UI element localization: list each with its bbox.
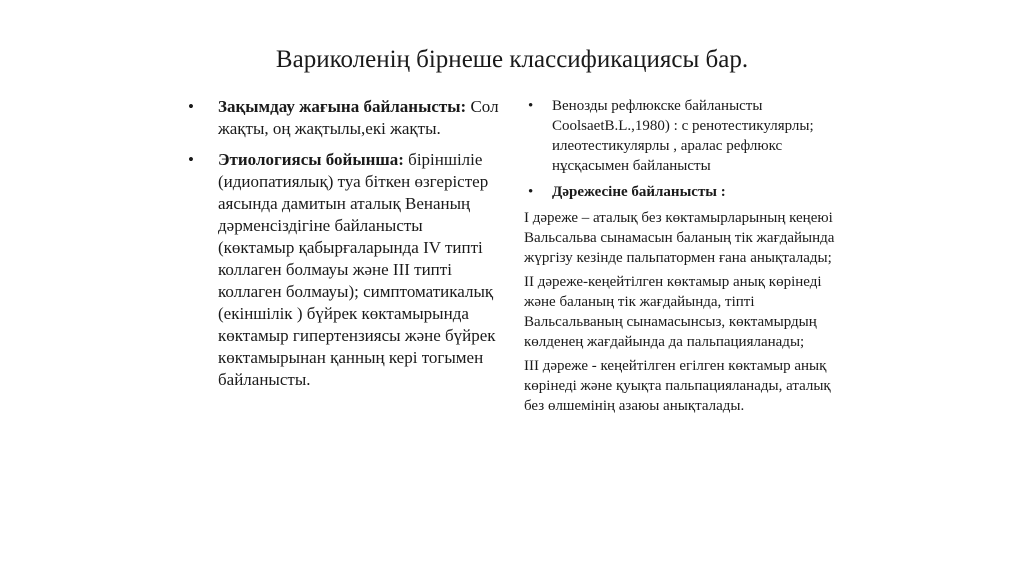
right-bullet-list: [524, 96, 854, 202]
bullet-item-etiology: [184, 149, 502, 391]
bullet-item-degree-heading: [524, 182, 854, 202]
bullet-heading-side: Зақымдау жағына байланысты:: [218, 97, 467, 116]
slide-title: Вариколенің бірнеше классификациясы бар.: [275, 46, 749, 73]
degree-3-text: III дәреже - кеңейтілген егілген көктамыр анық көрінеді және қуықта пальпацияланады, аталық без өлшемінің азаюы анықталады.: [524, 358, 831, 414]
bullet-text-side: Сол жақты, оң жақтылы,екі жақты.: [218, 97, 499, 138]
degree-heading: Дәрежесіне байланысты :: [552, 184, 726, 200]
bullet-text-etiology: біріншіліе (идиопатиялық) туа біткен өзгерістер аясында дамитын аталық Венаның дәрменсіздігіне байланысты (көктамыр қабырғаларында IV типті коллаген болмауы және III типті коллаген болмауы); симптоматикалық (екіншілік ) бүйрек көктамырында көктамыр гипертензиясы және бүйрек көктамырынан қанның кері тогымен байланысты.: [218, 150, 496, 389]
left-bullet-list: [184, 96, 502, 391]
degree-2-text: ІІ дәреже-кеңейтілген көктамыр анық көрінеді және баланың тік жағдайында, тіпті Вальсальваның сынамасынсыз, көктамырдың көлденең жағдайында да пальпацияланады;: [524, 274, 822, 350]
right-column: [524, 96, 854, 420]
bullet-icon: •: [528, 98, 534, 114]
bullet-text-reflux: Венозды рефлюкске байланысты CoolsaetB.L.,1980) : с ренотестикулярлы; илеотестикулярлы , аралас рефлюкс нұсқасымен байланысты: [552, 98, 814, 174]
bullet-icon: •: [528, 184, 534, 200]
bullet-icon: •: [188, 97, 194, 116]
bullet-item-reflux: [524, 96, 854, 176]
bullet-icon: •: [188, 150, 194, 169]
degree-1-text: І дәреже – аталық без көктамырларының кеңеюі Вальсальва сынамасын баланың тік жағдайында жүргізу кезінде пальпатормен ғана анықталады;: [524, 210, 835, 266]
left-column: [184, 96, 502, 400]
bullet-item-side: [184, 96, 502, 140]
bullet-heading-etiology: Этиологиясы бойынша:: [218, 150, 404, 169]
